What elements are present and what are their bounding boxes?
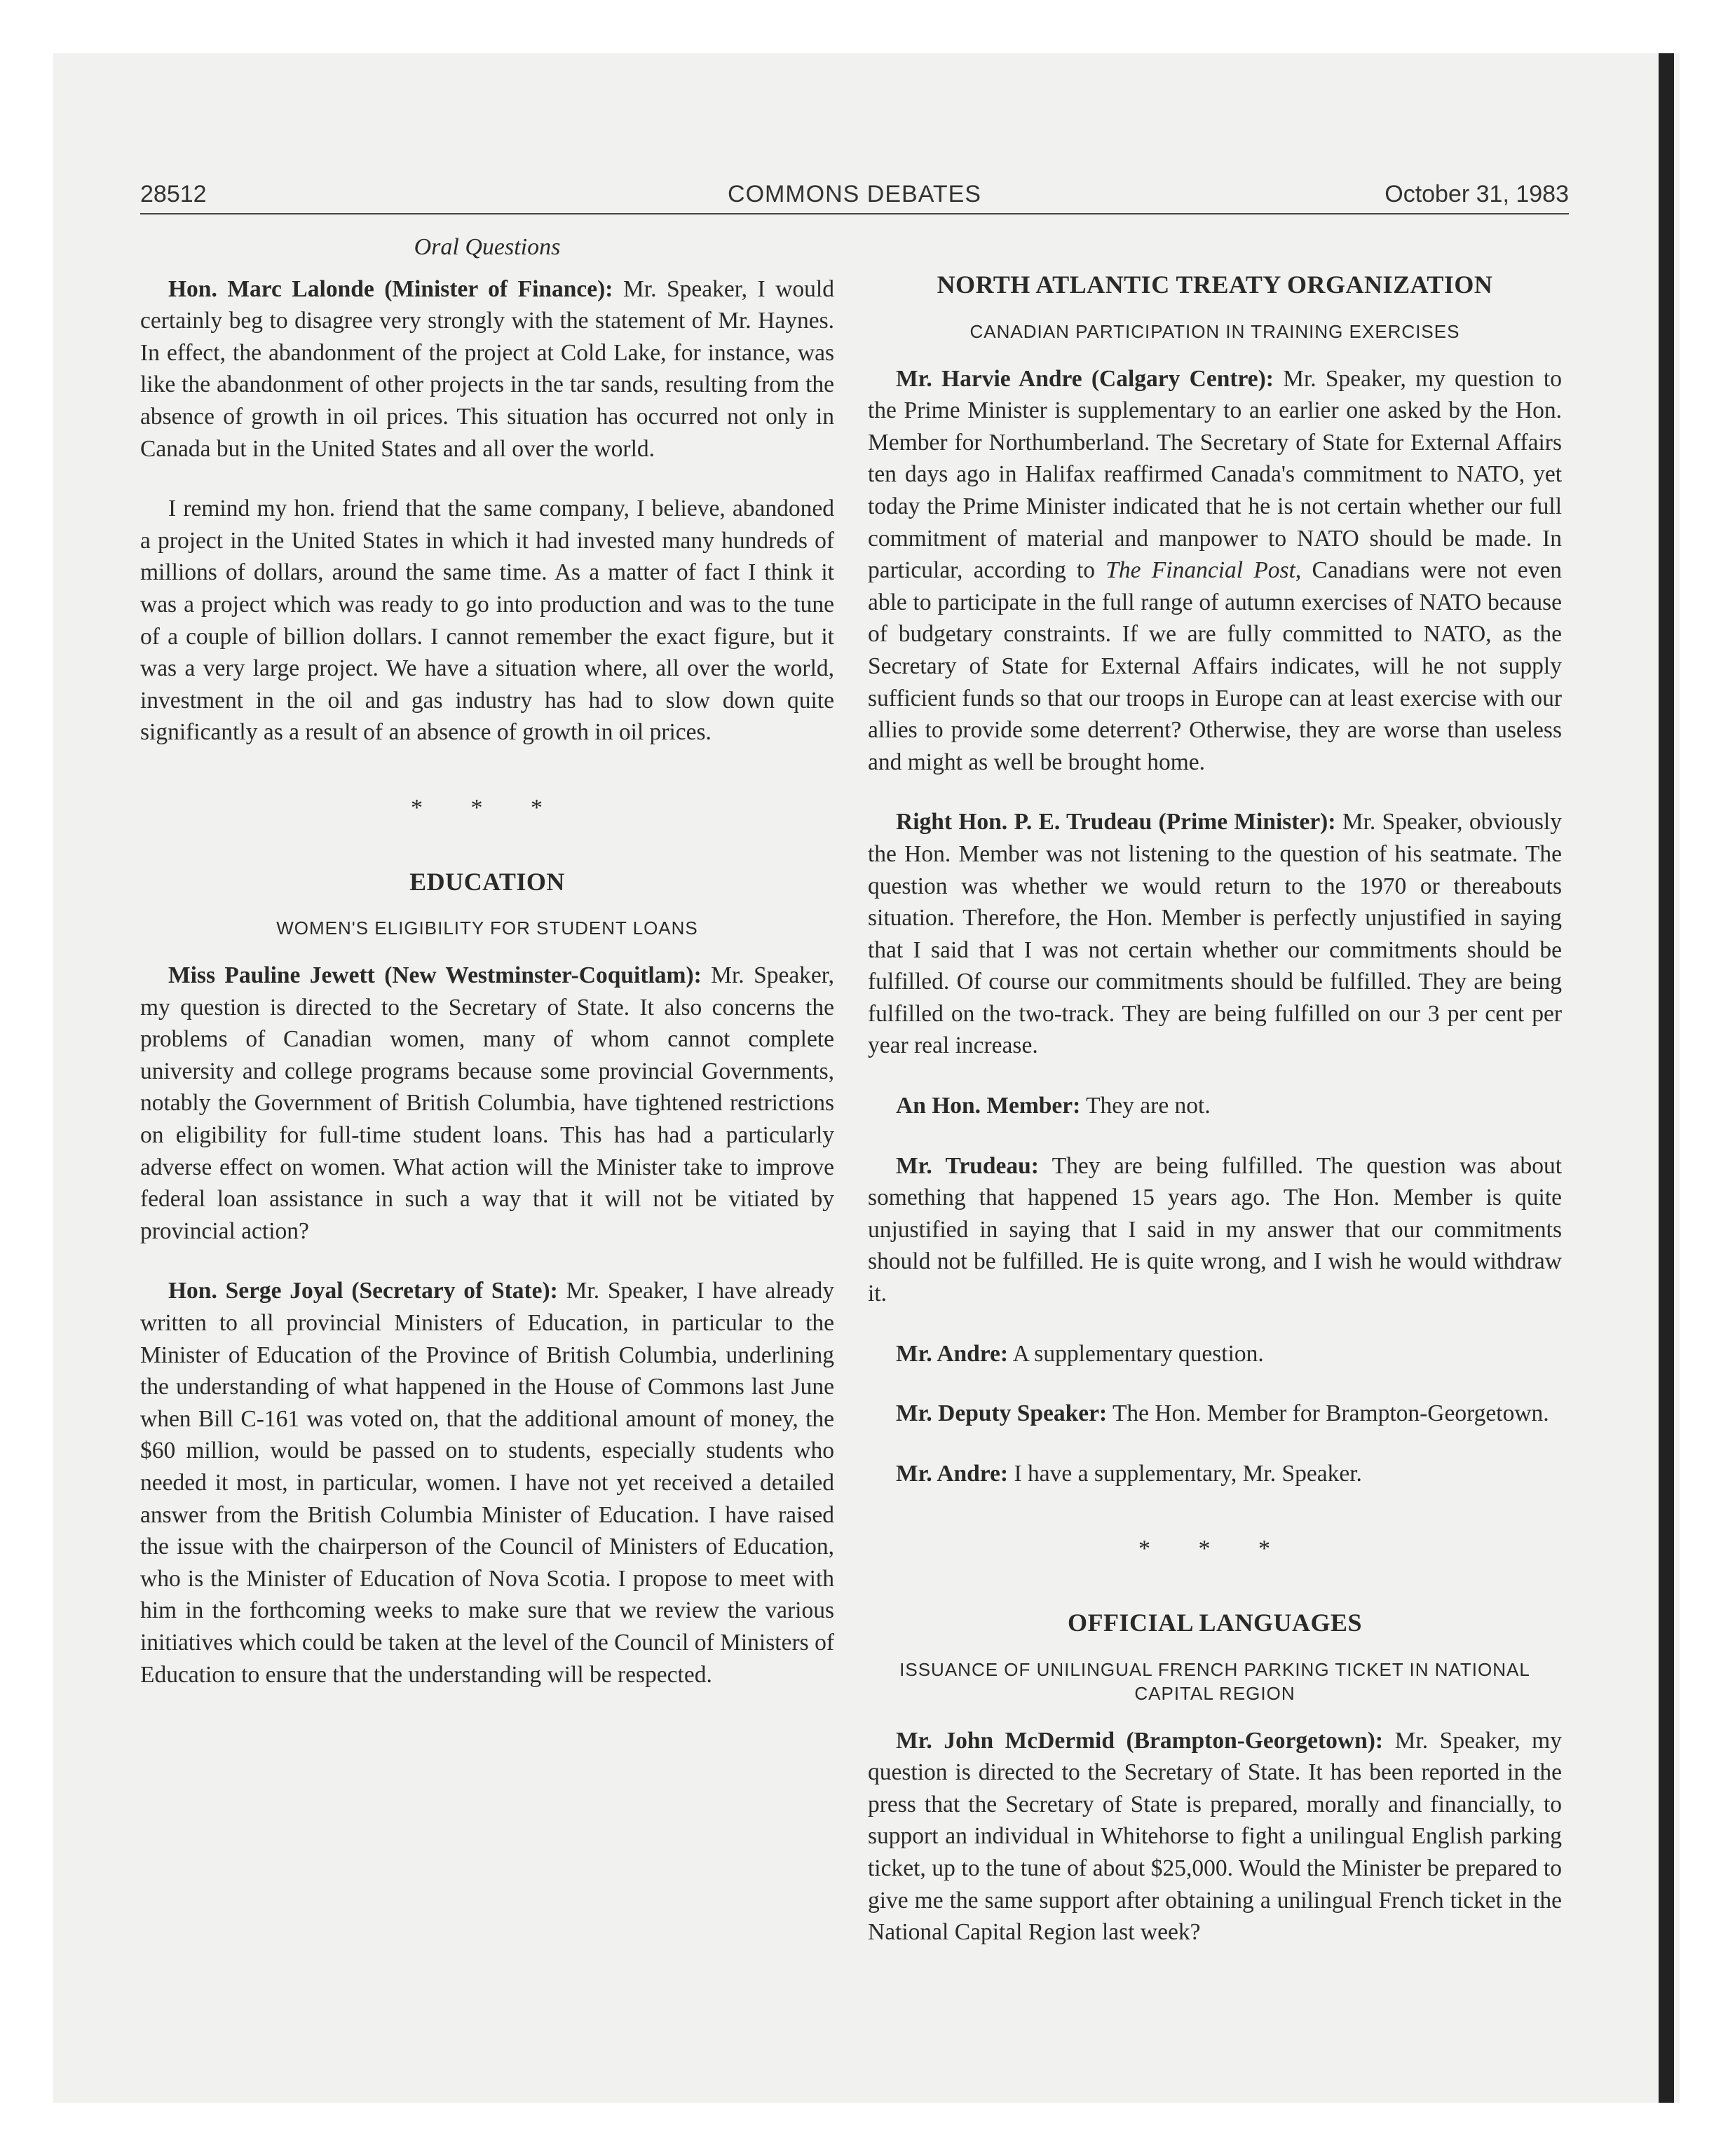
page-number: 28512 <box>140 181 207 207</box>
section-heading: NORTH ATLANTIC TREATY ORGANIZATION <box>937 271 1493 299</box>
paragraph-text: Mr. Speaker, obviously the Hon. Member was not listening to the question of his seatmate. The question was whether we would return to the 1970 or thereabouts situation. Therefore, the Hon. Member is perfectly unjustified in saying that I said that I was not certain whether our commitments should be fulfilled. Of course our commitments should be fulfilled. They are being fulfilled on the two-track. They are being fulfilled on our 3 per cent per year real increase. <box>868 809 1562 1059</box>
left-column <box>140 231 834 1719</box>
paragraph-text: Mr. Speaker, I have already written to all provincial Ministers of Education, in particular to the Minister of Education of the Province of British Columbia, underlining the understanding of what happened in the House of Commons last June when Bill C-161 was voted on, that the additional amount of money, the $60 million, would be passed on to students, especially students who needed it most, in particular, women. I have not yet received a detailed answer from the British Columbia Minister of Education. I have raised the issue with the chairperson of the Council of Ministers of Education, who is the Minister of Education of Nova Scotia. I propose to meet with him in the forthcoming weeks to make sure that we review the various initiatives which could be taken at the level of the Council of Ministers of Education to ensure that the understanding will be respected. <box>140 1278 834 1688</box>
running-header <box>140 181 1569 216</box>
speaker-name: Miss Pauline Jewett (New Westminster-Coquitlam): <box>168 962 702 989</box>
paragraph-text: I remind my hon. friend that the same company, I believe, abandoned a project in the United States in which it had invested many hundreds of millions of dollars, around the same time. As a matter of fact I think it was a project which was ready to go into production and was to the tune of a couple of billion dollars. I cannot remember the exact figure, but it was a very large project. We have a situation where, all over the world, investment in the oil and gas industry has had to slow down quite significantly as a result of an absence of growth in oil prices. <box>140 496 834 746</box>
speaker-name: Mr. Andre: <box>896 1460 1009 1487</box>
section-subheading: CANADIAN PARTICIPATION IN TRAINING EXERCISES <box>969 320 1460 342</box>
paragraph <box>868 363 1562 779</box>
paragraph <box>140 273 834 465</box>
speaker-name: Right Hon. P. E. Trudeau (Prime Minister): <box>896 809 1336 835</box>
paragraph-text: I have a supplementary, Mr. Speaker. <box>1008 1460 1362 1487</box>
publication-title: COMMONS DEBATES <box>728 181 981 207</box>
speaker-name: An Hon. Member: <box>896 1093 1081 1119</box>
paragraph <box>140 960 834 1247</box>
header-rule <box>140 213 1569 214</box>
scan-edge-shadow <box>1659 53 1674 2103</box>
separator: * * * <box>411 794 564 821</box>
speaker-name: Mr. Deputy Speaker: <box>896 1400 1108 1427</box>
paragraph <box>868 1338 1562 1370</box>
paragraph <box>140 493 834 749</box>
paragraph <box>868 806 1562 1062</box>
section-tag: Oral Questions <box>414 234 561 260</box>
section-heading: EDUCATION <box>409 867 565 896</box>
paragraph-text: A supplementary question. <box>1008 1340 1264 1367</box>
paragraph-text: Mr. Speaker, my question is directed to the Secretary of State. It has been reported in the press that the Secretary of State is prepared, morally and financially, to support an individual in Whitehorse to fight a unilingual English parking ticket, up to the tune of about $25,000. Would the Minister be prepared to give me the same support after obtaining a unilingual French ticket in the National Capital Region last week? <box>868 1727 1562 1946</box>
paragraph-text: Mr. Speaker, I would certainly beg to disagree very strongly with the statement of Mr. Haynes. In effect, the abandonment of the project at Cold Lake, for instance, was like the abandonment of other projects in the tar sands, resulting from the absence of growth in oil prices. This situation has occurred not only in Canada but in the United States and all over the world. <box>140 275 834 462</box>
right-column <box>868 231 1562 1977</box>
paragraph-text: The Hon. Member for Brampton-Georgetown. <box>1107 1400 1549 1427</box>
speaker-name: Hon. Marc Lalonde (Minister of Finance): <box>168 275 613 302</box>
paragraph <box>140 1275 834 1691</box>
paragraph-text: Mr. Speaker, my question to the Prime Minister is supplementary to an earlier one asked by the Hon. Member for Northumberland. The Secretary of State for External Affairs ten days ago in Halifax reaffirmed Canada's commitment to NATO, yet today the Prime Minister indicated that he is not certain whether our full commitment of material and manpower to NATO should be made. In particular, according to <box>868 365 1562 584</box>
paragraph <box>868 1398 1562 1430</box>
paragraph-text: , Canadians were not even able to participate in the full range of autumn exercises of NATO because of budgetary constraints. If we are fully committed to NATO, as the Secretary of State for External Affairs indicates, will he not supply sufficient funds so that our troops in Europe can at least exercise with our allies to provide some deterrent? Otherwise, they are worse than useless and might as well be brought home. <box>868 557 1562 775</box>
paragraph-text: Mr. Speaker, my question is directed to the Secretary of State. It also concerns the problems of Canadian women, many of whom cannot complete university and college programs because some provincial Governments, notably the Government of British Columbia, have tightened restrictions on eligibility for full-time student loans. This has had a particularly adverse effect on women. What action will the Minister take to improve federal loan assistance in such a way that it will not be vitiated by provincial action? <box>140 962 834 1244</box>
paragraph <box>868 1725 1562 1949</box>
section-subheading: WOMEN'S ELIGIBILITY FOR STUDENT LOANS <box>276 917 698 939</box>
paragraph-text: They are being fulfilled. The question was about something that happened 15 years ago. The Hon. Member is quite unjustified in saying that I said in my answer that our commitments should not be fulfilled. He is quite wrong, and I wish he would withdraw it. <box>868 1152 1562 1307</box>
paragraph <box>868 1090 1562 1122</box>
speaker-name: Hon. Serge Joyal (Secretary of State): <box>168 1278 558 1304</box>
separator: * * * <box>1138 1536 1291 1562</box>
paragraph-text: They are not. <box>1080 1093 1211 1119</box>
paragraph <box>868 1458 1562 1490</box>
speaker-name: Mr. Harvie Andre (Calgary Centre): <box>896 365 1274 392</box>
speaker-name: Mr. Andre: <box>896 1340 1009 1367</box>
speaker-name: Mr. John McDermid (Brampton-Georgetown): <box>896 1727 1384 1754</box>
speaker-name: Mr. Trudeau: <box>896 1152 1039 1179</box>
section-heading: OFFICIAL LANGUAGES <box>1067 1609 1363 1637</box>
header-date: October 31, 1983 <box>1384 181 1569 207</box>
paragraph <box>868 1150 1562 1310</box>
section-subheading: ISSUANCE OF UNILINGUAL FRENCH PARKING TICKET IN NATIONAL CAPITAL REGION <box>899 1658 1530 1704</box>
publication-reference: The Financial Post <box>1105 557 1295 584</box>
